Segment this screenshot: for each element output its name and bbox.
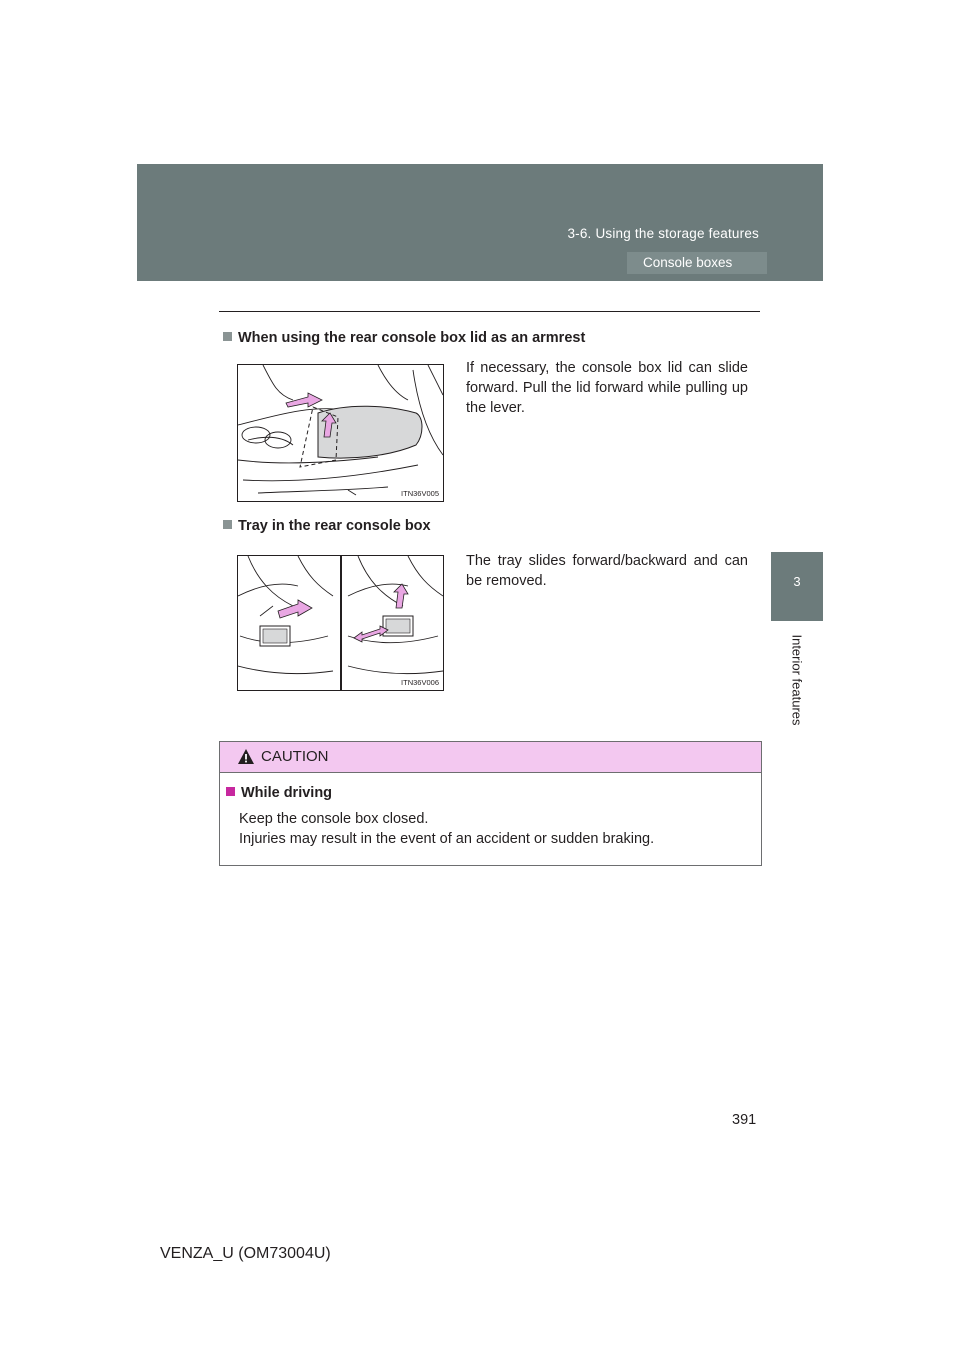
caution-header (220, 742, 761, 773)
paragraph-tray: The tray slides forward/backward and can be removed. (466, 553, 748, 589)
paragraph-armrest: If necessary, the console box lid can slide forward. Pull the lid forward while pulling up the lever. (466, 360, 748, 416)
subheading-tray (223, 518, 431, 534)
square-bullet-icon (223, 520, 232, 529)
page-header (137, 164, 823, 281)
square-bullet-icon (226, 787, 235, 796)
subheading-armrest-text: When using the rear console box lid as an armrest (238, 330, 586, 346)
figure-armrest-illustration (237, 364, 444, 502)
caution-title: CAUTION (261, 748, 329, 765)
chapter-tab (771, 552, 823, 621)
subheading-tray-text: Tray in the rear console box (238, 518, 431, 534)
chapter-title: Interior features (789, 634, 805, 726)
caution-subheading-text: While driving (241, 785, 333, 801)
page-number: 391 (732, 1112, 757, 1128)
figure-code: ITN36V005 (401, 489, 439, 498)
caution-box (219, 741, 762, 866)
subheading-armrest (223, 330, 585, 346)
caution-subheading (226, 785, 332, 801)
chapter-label (772, 620, 822, 740)
document-id: VENZA_U (OM73004U) (160, 1245, 331, 1262)
figure-code: ITN36V006 (401, 678, 439, 687)
caution-line: Injuries may result in the event of an accident or sudden braking. (239, 831, 655, 847)
figure-tray-illustration (237, 555, 444, 691)
chapter-number: 3 (793, 574, 801, 589)
top-rule (219, 311, 760, 312)
caution-line: Keep the console box closed. (239, 811, 429, 827)
subsection-title: Console boxes (643, 255, 733, 270)
square-bullet-icon (223, 332, 232, 341)
subsection-tab (627, 252, 767, 274)
warning-triangle-icon (237, 748, 255, 765)
section-title: 3-6. Using the storage features (567, 226, 759, 241)
